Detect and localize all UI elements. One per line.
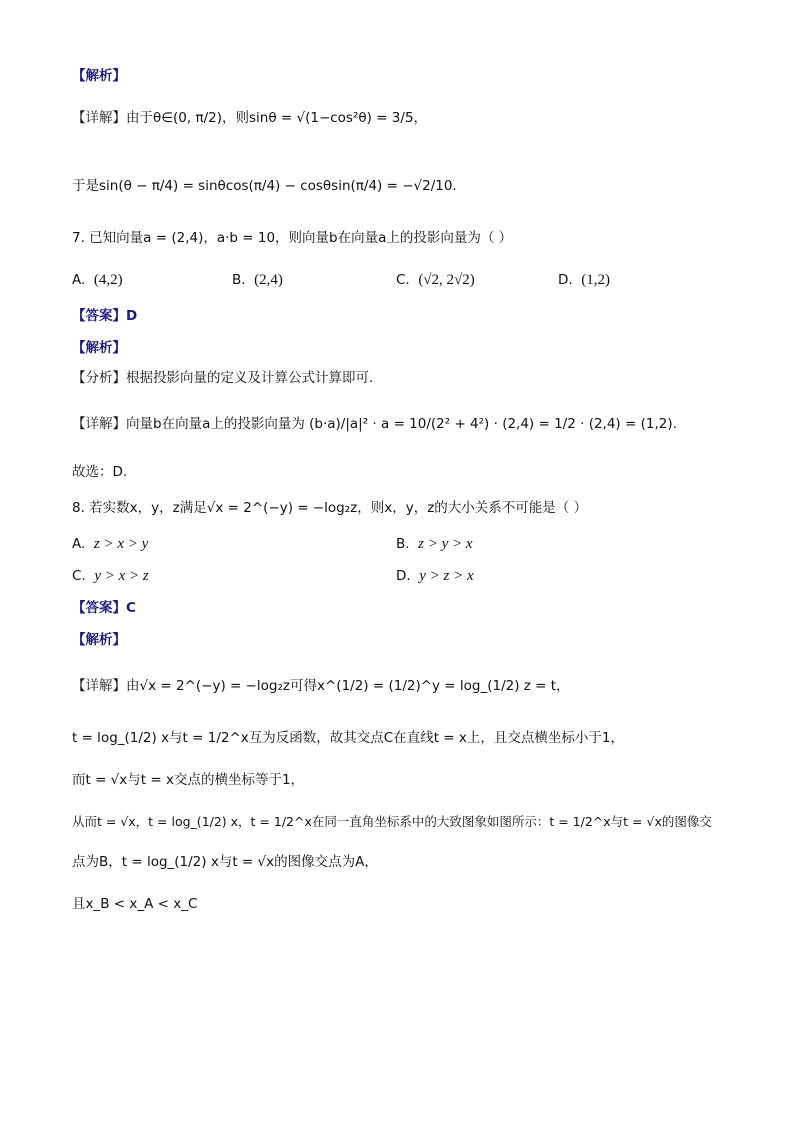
answer-label-q7: 【答案】D bbox=[72, 308, 138, 324]
detail-line-q7: 【详解】向量b在向量a上的投影向量为 (b·a)/|a|² · a = 10/(2² + 4²) · (2,4) = 1/2 · (2,4) = (1,2). bbox=[72, 416, 677, 432]
question-7: 7. 已知向量a = (2,4)，a·b = 10，则向量b在向量a上的投影向量为（ ） bbox=[72, 230, 513, 246]
detail-line-q8-3: 而t = √x与t = x交点的横坐标等于1， bbox=[72, 772, 305, 788]
section-label-analysis-2: 【解析】 bbox=[72, 340, 126, 356]
detail-line-q8-1: 【详解】由√x = 2^(−y) = −log₂z可得x^(1/2) = (1/2)^y = log_(1/2) z = t， bbox=[72, 678, 570, 694]
detail-line-q8-4: 从而t = √x，t = log_(1/2) x，t = 1/2^x在同一直角坐标系中的大致图象如图所示：t = 1/2^x与t = √x的图像交 bbox=[72, 814, 712, 829]
q7-option-a: A. (4,2) bbox=[72, 272, 123, 288]
section-label-analysis-1: 【解析】 bbox=[72, 68, 126, 84]
detail-line-2: 于是sin(θ − π/4) = sinθcos(π/4) − cosθsin(π/4) = −√2/10. bbox=[72, 178, 457, 194]
choice-line-q7: 故选：D. bbox=[72, 464, 128, 480]
q8-option-a: A. z > x > y bbox=[72, 536, 149, 552]
detail-line-1: 【详解】由于θ∈(0, π/2)，则sinθ = √(1−cos²θ) = 3/5， bbox=[72, 110, 428, 126]
q8-option-d: D. y > z > x bbox=[396, 568, 474, 584]
q7-option-d: D. (1,2) bbox=[558, 272, 611, 288]
detail-line-q8-5: 点为B，t = log_(1/2) x与t = √x的图像交点为A， bbox=[72, 854, 378, 870]
q7-option-b: B. (2,4) bbox=[232, 272, 283, 288]
answer-label-q8: 【答案】C bbox=[72, 600, 136, 616]
section-label-analysis-3: 【解析】 bbox=[72, 632, 126, 648]
detail-line-q8-2: t = log_(1/2) x与t = 1/2^x互为反函数，故其交点C在直线t = x上，且交点横坐标小于1， bbox=[72, 730, 624, 746]
q8-option-c: C. y > x > z bbox=[72, 568, 149, 584]
analysis-line-q7: 【分析】根据投影向量的定义及计算公式计算即可. bbox=[72, 370, 374, 386]
question-8: 8. 若实数x，y，z满足√x = 2^(−y) = −log₂z，则x，y，z的大小关系不可能是（ ） bbox=[72, 500, 588, 516]
q7-option-c: C. (√2, 2√2) bbox=[396, 272, 475, 288]
detail-line-q8-6: 且x_B < x_A < x_C bbox=[72, 896, 198, 912]
q8-option-b: B. z > y > x bbox=[396, 536, 473, 552]
